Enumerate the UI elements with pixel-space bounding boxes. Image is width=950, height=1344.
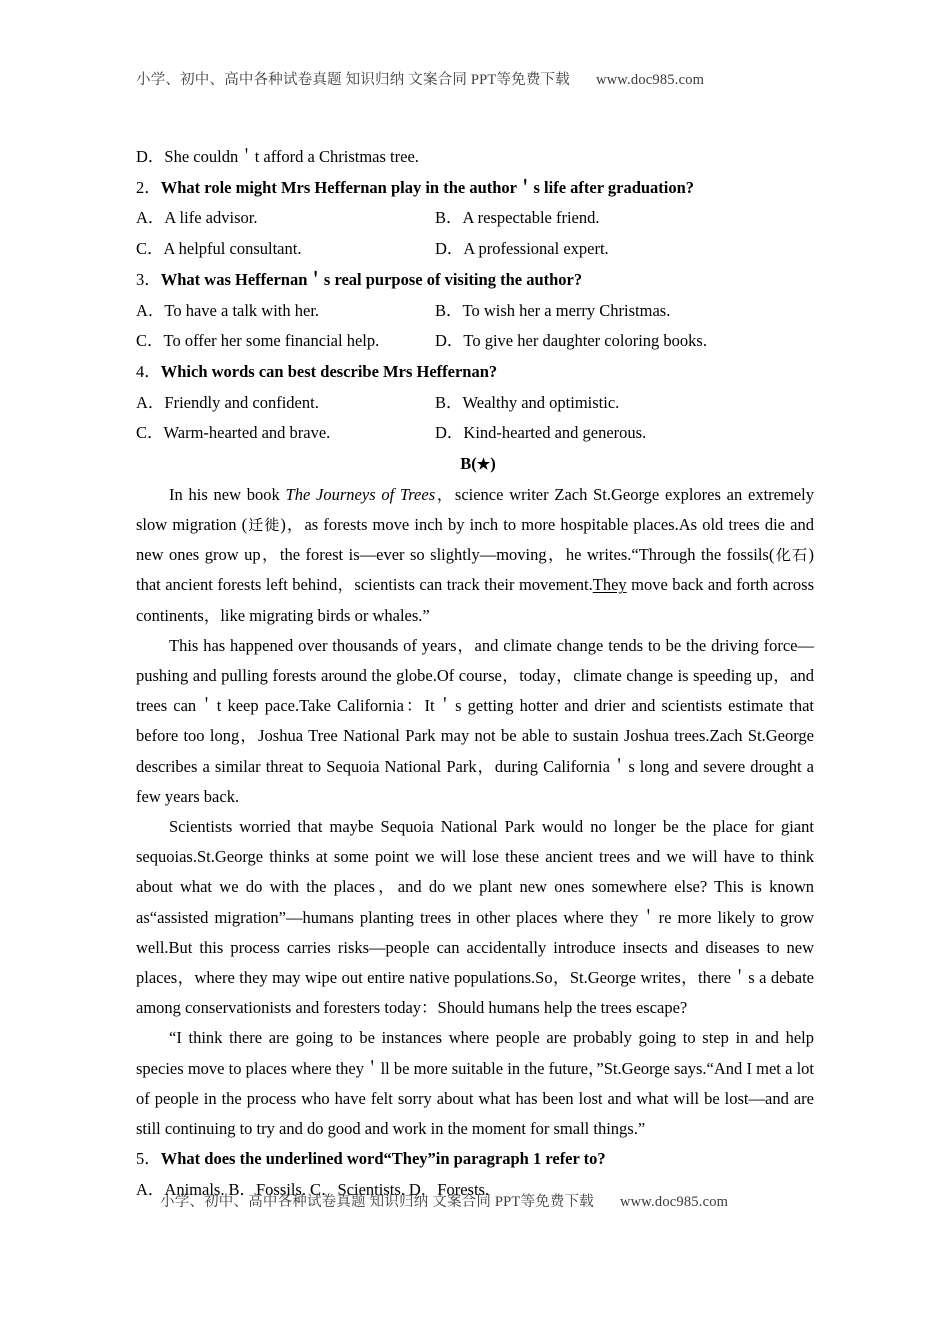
question-text: What does the underlined word“They”in paragraph 1 refer to? xyxy=(160,1149,606,1169)
question-2-option-b[interactable] xyxy=(435,203,600,234)
question-number: 4． xyxy=(136,361,161,381)
question-3-option-b[interactable] xyxy=(435,296,670,327)
option-row xyxy=(136,418,814,449)
option-text: To have a talk with her. xyxy=(164,300,320,320)
option-text: Friendly and confident. xyxy=(164,392,319,412)
option-label: C． xyxy=(309,1179,338,1199)
gloss-huashi: 化石 xyxy=(774,546,809,565)
footer-website-url: www.doc985.com xyxy=(619,1194,729,1210)
option-text: A life advisor. xyxy=(164,208,258,228)
option-text: To wish her a merry Christmas. xyxy=(462,300,671,320)
option-text: To offer her some financial help. xyxy=(163,331,380,351)
option-row xyxy=(136,234,814,265)
question-4-option-b[interactable] xyxy=(435,388,619,419)
question-3-option-a[interactable] xyxy=(136,296,435,327)
option-text: A respectable friend. xyxy=(462,208,600,228)
option-label: D． xyxy=(136,147,165,166)
page-footer xyxy=(160,1190,820,1211)
question-text: What role might Mrs Heffernan play in the author＇s life after graduation? xyxy=(160,177,695,197)
option-text: Warm-hearted and brave. xyxy=(163,423,331,443)
question-2-stem xyxy=(136,173,814,204)
option-text: Animals. xyxy=(164,1179,225,1199)
footer-notice-text: 小学、初中、高中各种试卷真题 知识归纳 文案合同 PPT等免费下载 xyxy=(160,1194,594,1210)
option-label: A． xyxy=(136,300,165,320)
option-text: To give her daughter coloring books. xyxy=(463,331,707,351)
question-3-option-d[interactable] xyxy=(435,326,707,357)
header-notice-text: 小学、初中、高中各种试卷真题 知识归纳 文案合同 PPT等免费下载 xyxy=(136,72,570,88)
question-text: Which words can best describe Mrs Heffernan? xyxy=(160,361,498,381)
option-text: A professional expert. xyxy=(463,239,609,259)
option-row xyxy=(136,326,814,357)
question-text: What was Heffernan＇s real purpose of visiting the author? xyxy=(160,269,583,289)
page-header xyxy=(136,68,814,89)
question-2-option-a[interactable] xyxy=(136,203,435,234)
section-paren-open: ( xyxy=(471,454,477,474)
option-text: Wealthy and optimistic. xyxy=(462,392,620,412)
question-4-stem xyxy=(136,357,814,388)
option-text: A helpful consultant. xyxy=(163,239,302,259)
option-text: Scientists. xyxy=(337,1179,405,1199)
option-label: A． xyxy=(136,1179,165,1199)
option-label: C． xyxy=(136,423,164,443)
gloss-qianxi: 迁徙 xyxy=(247,515,281,534)
option-text: She couldn＇t afford a Christmas tree. xyxy=(164,147,419,166)
option-label: B． xyxy=(435,300,463,320)
star-icon: ★ xyxy=(476,457,491,474)
question-4-option-d[interactable] xyxy=(435,418,646,449)
option-label: C． xyxy=(136,331,164,351)
p1-segment-5: move back and forth across continents，like migrating birds or whales.” xyxy=(136,575,814,625)
question-number: 3． xyxy=(136,269,161,289)
option-label: D． xyxy=(435,423,464,443)
option-label: C． xyxy=(136,239,164,259)
p1-segment-2: ，science writer Zach St.George explores an extremely slow migration ( xyxy=(136,484,814,534)
option-label: A． xyxy=(136,208,165,228)
p1-segment-1: In his new book xyxy=(169,484,286,504)
option-row xyxy=(136,142,814,173)
option-text: Fossils. xyxy=(255,1179,306,1199)
section-paren-close: ) xyxy=(490,454,496,474)
passage-paragraph-2: This has happened over thousands of years，and climate change tends to be the driving force—pushing and pulling forests around the globe.Of course，today，climate change is speeding up，and trees can＇t keep pace.Take California：It＇s getting hotter and drier and scientists estimate that before too long，Joshua Tree National Park may not be able to sustain Joshua trees.Zach St.George describes a similar threat to Sequoia National Park，during California＇s long and severe drought a few years back. xyxy=(136,635,814,806)
option-row xyxy=(136,203,814,234)
document-content xyxy=(136,142,814,1206)
option-row xyxy=(136,296,814,327)
question-2-option-c[interactable] xyxy=(136,234,435,265)
section-heading-b xyxy=(136,449,814,480)
option-label: A． xyxy=(136,392,165,412)
option-d-prev xyxy=(136,142,435,173)
option-row xyxy=(136,388,814,419)
header-website-url: www.doc985.com xyxy=(595,72,705,88)
option-label: D． xyxy=(435,331,464,351)
passage-paragraph-4: “I think there are going to be instances where people are probably going to step in and help species move to places where they＇ll be more suitable in the future，”St.George says.“And I met a lot of people in the process who have felt sorry about what has been lost and what will be lost—and are still continuing to try and do good and work in the moment for small things.” xyxy=(136,1028,814,1138)
question-number: 2． xyxy=(136,177,161,197)
underlined-word-they: They xyxy=(592,575,627,595)
option-label: D． xyxy=(408,1179,438,1199)
option-label: B． xyxy=(435,208,463,228)
question-2-option-d[interactable] xyxy=(435,234,609,265)
option-text: Forests. xyxy=(437,1179,490,1199)
section-letter: B xyxy=(460,454,472,474)
question-3-option-c[interactable] xyxy=(136,326,435,357)
option-label: B． xyxy=(435,392,463,412)
passage-paragraph-1 xyxy=(136,480,814,631)
option-label: B． xyxy=(228,1179,256,1199)
question-number: 5． xyxy=(136,1149,161,1169)
p1-segment-4: ) that ancient forests left behind，scientists can track their movement. xyxy=(136,545,814,595)
passage-paragraph-3: Scientists worried that maybe Sequoia National Park would no longer be the place for giant sequoias.St.George thinks at some point we will lose these ancient trees and we will have to think about what we do with the places，and do we plant new ones somewhere else? This is known as“assisted migration”—humans planting trees in other places where they＇re more likely to grow well.But this process carries risks—people can accidentally introduce insects and diseases to new places，where they may wipe out entire native populations.So，St.George writes，there＇s a debate among conservationists and foresters today：Should humans help the trees escape? xyxy=(136,816,814,1018)
book-title: The Journeys of Trees xyxy=(285,484,436,504)
question-4-option-a[interactable] xyxy=(136,388,435,419)
question-4-option-c[interactable] xyxy=(136,418,435,449)
p1-segment-3: )，as forests move inch by inch to more hospitable places.As old trees die and new ones grow up，the forest is—ever so slightly—moving，he writes.“Through the fossils( xyxy=(136,514,814,565)
option-text: Kind-hearted and generous. xyxy=(463,423,647,443)
option-label: D． xyxy=(435,239,464,259)
question-5-stem xyxy=(136,1144,814,1175)
question-3-stem xyxy=(136,265,814,296)
